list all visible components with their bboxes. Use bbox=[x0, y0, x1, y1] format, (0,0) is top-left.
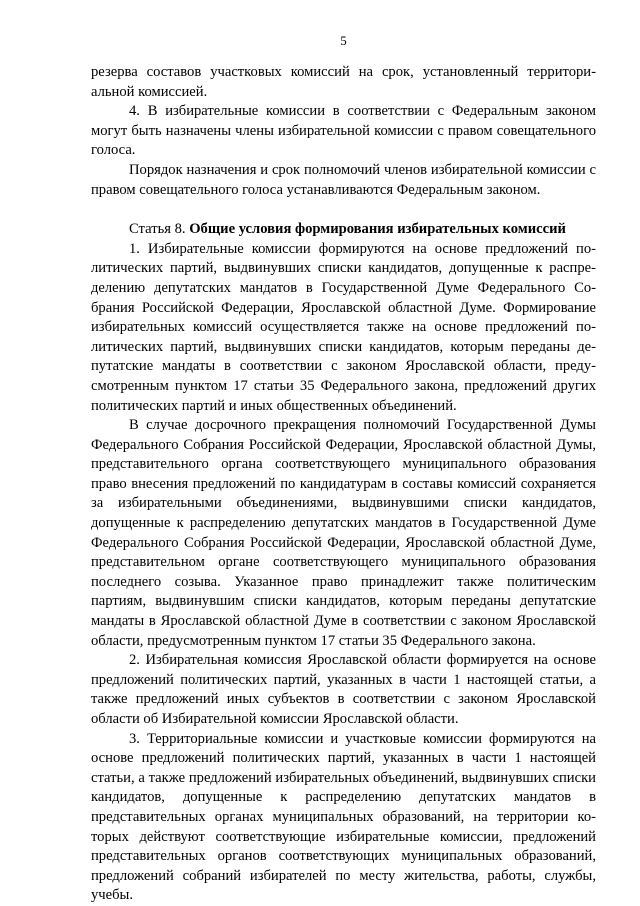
paragraph-1: 1. Избирательные комиссии формируются на основе предложений политических партий, выдвинувших списки кандидатов, допущенные к распределению депутатских мандатов в Государственной Думе Федерального Собрания Российской Федерации, Ярославской областной Думе. Формирование избирательных комиссий осуществляется также на основе предложений политических партий, выдвинувших списки кандидатов, которым переданы депутатские мандаты в соответствии с законом Ярославской области, предусмотренным пунктом 17 статьи 35 Федерального закона, предложений других политических партий и иных общественных объединений. bbox=[91, 240, 596, 414]
section-gap bbox=[91, 200, 596, 220]
article-title: Общие условия формирования избирательных комиссий bbox=[189, 221, 566, 238]
paragraph-3: 3. Территориальные комиссии и участковые комиссии формируются на основе предложений политических партий, указанных в части 1 настоящей статьи, а также предложений избирательных объединений, выдвинувших списки кандидатов, допущенные к распределению депутатских мандатов в представительных органах муниципальных образований, на территории которых действуют соответствующие избирательные комиссии, предложений представительных органов соответствующих муниципальных образований, предложений собраний избирателей по месту жительства, работы, службы, учебы. bbox=[91, 730, 596, 904]
article-heading bbox=[91, 220, 596, 240]
paragraph-continuation: резерва составов участковых комиссий на срок, установленный территориальной комиссией. bbox=[91, 64, 596, 100]
paragraph-appointment-procedure: Порядок назначения и срок полномочий членов избирательной комиссии с правом совещательного голоса устанавливаются Федеральным законом. bbox=[91, 161, 596, 198]
paragraph-4: 4. В избирательные комиссии в соответствии с Федеральным законом могут быть назначены члены избирательной комиссии с правом совещательного голоса. bbox=[91, 103, 596, 159]
page-number: 5 bbox=[340, 33, 347, 48]
paragraph-early-termination: В случае досрочного прекращения полномочий Государственной Думы Федерального Собрания Российской Федерации, Ярославской областной Думы, представительного органа соответствующего муниципального образования право внесения предложений по кандидатурам в составы комиссий сохраняется за избирательными объединениями, выдвинувшими списки кандидатов, допущенные к распределению депутатских мандатов в Государственной Думе Федерального Собрания Российской Федерации, Ярославской областной Думе, представительном органе соответствующего муниципального образования последнего созыва. Указанное право принадлежит также политическим партиям, выдвинувшим списки кандидатов, которым переданы депутатские мандаты в Ярославской областной Думе в соответствии с законом Ярославской области, предусмотренным пунктом 17 статьи 35 Федерального закона. bbox=[91, 417, 596, 649]
paragraph-2: 2. Избирательная комиссия Ярославской области формируется на основе предложений политических партий, указанных в части 1 настоящей статьи, а также предложений иных субъектов в соответствии с законом Ярославской области об Избирательной комиссии Ярославской области. bbox=[91, 652, 596, 727]
article-label: Статья 8. bbox=[129, 221, 186, 238]
